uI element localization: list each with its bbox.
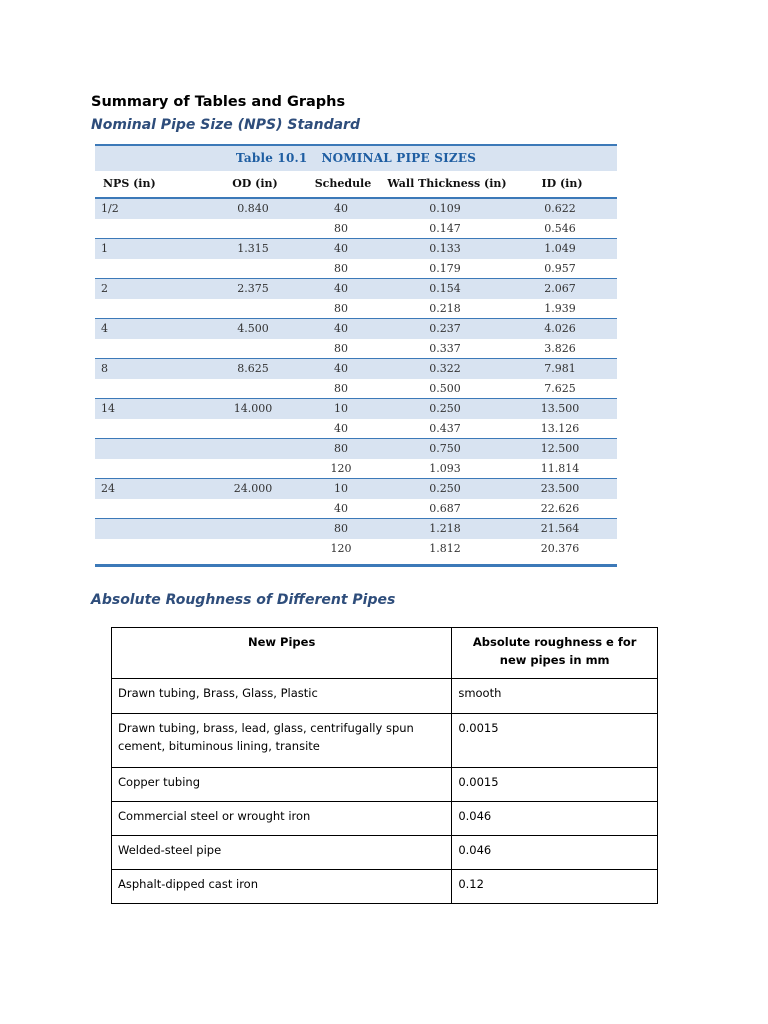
nps-cell-id: 12.500 (540, 442, 580, 455)
nps-cell-od: 1.315 (237, 242, 269, 255)
table-row (95, 278, 617, 299)
nps-cell-id: 11.814 (540, 461, 580, 475)
table-row (95, 259, 617, 279)
nps-table-bottom-rule (95, 564, 617, 567)
roughness-cell-value: 0.046 (452, 836, 658, 870)
roughness-header-pipes: New Pipes (112, 628, 452, 679)
nps-cell-od (209, 499, 297, 519)
table-row (95, 518, 617, 539)
nps-cell-od: 8.625 (237, 362, 269, 375)
nps-cell-nps (95, 419, 209, 439)
nps-header-schedule: Schedule (314, 177, 372, 190)
table-row (95, 459, 617, 479)
roughness-cell-value: 0.0015 (452, 768, 658, 802)
roughness-cell-value: 0.0015 (452, 714, 658, 768)
table-row (95, 199, 617, 219)
table-row (112, 870, 658, 904)
nps-cell-wall: 0.322 (429, 362, 461, 375)
nps-cell-schedule: 80 (334, 381, 348, 395)
nps-cell-id: 0.957 (544, 261, 576, 275)
nps-cell-nps (95, 459, 209, 479)
nps-cell-schedule: 80 (334, 522, 348, 535)
roughness-cell-pipe: Copper tubing (112, 768, 452, 802)
nps-cell-wall: 0.437 (429, 421, 461, 435)
nps-cell-id: 7.625 (544, 381, 576, 395)
table-row (112, 679, 658, 714)
nps-cell-id: 21.564 (540, 522, 580, 535)
nps-cell-wall: 0.500 (429, 381, 461, 395)
nps-cell-id: 1.939 (544, 301, 576, 315)
nps-cell-schedule: 120 (330, 461, 352, 475)
nps-cell-nps (95, 259, 209, 279)
nps-cell-od (209, 459, 297, 479)
table-row (95, 379, 617, 399)
nps-cell-nps: 4 (101, 322, 108, 335)
nps-cell-nps (95, 339, 209, 359)
nps-cell-id: 20.376 (540, 541, 580, 555)
nps-cell-schedule: 40 (334, 421, 348, 435)
nps-cell-nps: 24 (101, 482, 115, 495)
nps-cell-nps: 1 (101, 242, 108, 255)
roughness-table-body (112, 679, 658, 904)
nps-cell-od (209, 259, 297, 279)
table-row (112, 802, 658, 836)
nps-cell-nps (95, 539, 209, 559)
nps-cell-od: 24.000 (233, 482, 273, 495)
table-row (95, 358, 617, 379)
nps-cell-od (209, 419, 297, 439)
nps-cell-wall: 0.237 (429, 322, 461, 335)
nps-cell-nps (95, 499, 209, 519)
nps-cell-id: 2.067 (544, 282, 576, 295)
roughness-header-value: Absolute roughness e for new pipes in mm (452, 628, 658, 679)
nps-cell-wall: 0.250 (429, 402, 461, 415)
nps-header-row (95, 171, 617, 199)
nps-cell-od: 2.375 (237, 282, 269, 295)
nps-header-wall: Wall Thickness (in) (387, 177, 507, 190)
nps-cell-id: 23.500 (540, 482, 580, 495)
roughness-cell-value: 0.12 (452, 870, 658, 904)
nps-cell-nps: 1/2 (101, 202, 119, 215)
nps-cell-od (209, 539, 297, 559)
nps-cell-nps: 14 (101, 402, 115, 415)
nps-cell-nps: 2 (101, 282, 108, 295)
table-row (95, 318, 617, 339)
nps-cell-id: 13.500 (540, 402, 580, 415)
nps-cell-wall: 0.750 (429, 442, 461, 455)
nps-cell-id: 7.981 (544, 362, 576, 375)
nps-cell-schedule: 40 (334, 202, 348, 215)
roughness-table (111, 627, 658, 904)
table-row (112, 836, 658, 870)
page-heading: Summary of Tables and Graphs (91, 94, 346, 110)
table-row (95, 438, 617, 459)
roughness-cell-pipe: Asphalt-dipped cast iron (112, 870, 452, 904)
nps-cell-id: 0.622 (544, 202, 576, 215)
nps-cell-od (209, 299, 297, 319)
nps-header-od: OD (in) (232, 177, 278, 190)
roughness-cell-pipe: Welded-steel pipe (112, 836, 452, 870)
nps-cell-wall: 0.337 (429, 341, 461, 355)
nps-table-caption: NOMINAL PIPE SIZES (321, 151, 477, 165)
nps-cell-wall: 0.109 (429, 202, 461, 215)
nps-cell-wall: 1.218 (429, 522, 461, 535)
table-row (95, 499, 617, 519)
nps-cell-od: 4.500 (237, 322, 269, 335)
nps-cell-wall: 0.147 (429, 221, 461, 235)
nps-cell-id: 22.626 (540, 501, 580, 515)
nps-cell-wall: 0.687 (429, 501, 461, 515)
table-row (95, 419, 617, 439)
table-row (95, 398, 617, 419)
table-row (95, 299, 617, 319)
nps-cell-schedule: 10 (334, 402, 348, 415)
nps-cell-od (209, 519, 297, 539)
nps-cell-wall: 0.218 (429, 301, 461, 315)
nps-cell-schedule: 80 (334, 261, 348, 275)
nps-cell-od (209, 379, 297, 399)
table-row (95, 478, 617, 499)
table-row (95, 539, 617, 559)
nps-cell-od (209, 219, 297, 239)
roughness-cell-pipe: Drawn tubing, Brass, Glass, Plastic (112, 679, 452, 714)
nps-cell-schedule: 40 (334, 242, 348, 255)
nps-header-nps: NPS (in) (103, 177, 156, 190)
nps-table-body (95, 199, 617, 558)
table-row (112, 714, 658, 768)
nps-cell-schedule: 10 (334, 482, 348, 495)
nps-cell-schedule: 40 (334, 322, 348, 335)
table-row (95, 238, 617, 259)
nps-cell-schedule: 80 (334, 341, 348, 355)
table-row (112, 768, 658, 802)
nps-cell-id: 0.546 (544, 221, 576, 235)
nps-table-number: Table 10.1 (235, 151, 308, 165)
nps-cell-wall: 0.133 (429, 242, 461, 255)
nps-cell-nps (95, 439, 209, 459)
nps-table (95, 144, 617, 567)
nps-cell-id: 3.826 (544, 341, 576, 355)
nps-cell-id: 13.126 (540, 421, 580, 435)
nps-cell-wall: 1.812 (429, 541, 461, 555)
nps-cell-wall: 0.154 (429, 282, 461, 295)
nps-cell-nps: 8 (101, 362, 108, 375)
nps-cell-wall: 1.093 (429, 461, 461, 475)
table-row (95, 219, 617, 239)
nps-cell-schedule: 80 (334, 221, 348, 235)
nps-cell-od: 14.000 (233, 402, 273, 415)
nps-cell-id: 4.026 (544, 322, 576, 335)
nps-cell-schedule: 40 (334, 282, 348, 295)
roughness-section-heading: Absolute Roughness of Different Pipes (91, 592, 396, 608)
nps-cell-nps (95, 219, 209, 239)
nps-cell-nps (95, 519, 209, 539)
nps-cell-wall: 0.179 (429, 261, 461, 275)
nps-header-id: ID (in) (541, 177, 583, 190)
roughness-cell-pipe: Drawn tubing, brass, lead, glass, centrifugally spun cement, bituminous lining, transite (112, 714, 452, 768)
nps-cell-od (209, 339, 297, 359)
nps-cell-schedule: 80 (334, 301, 348, 315)
nps-cell-schedule: 40 (334, 362, 348, 375)
nps-cell-schedule: 40 (334, 501, 348, 515)
roughness-cell-value: 0.046 (452, 802, 658, 836)
nps-cell-nps (95, 379, 209, 399)
nps-cell-id: 1.049 (544, 242, 576, 255)
nps-cell-od (209, 439, 297, 459)
table-row (95, 339, 617, 359)
nps-table-title (95, 144, 617, 171)
nps-cell-schedule: 80 (334, 442, 348, 455)
nps-cell-schedule: 120 (330, 541, 352, 555)
roughness-cell-pipe: Commercial steel or wrought iron (112, 802, 452, 836)
nps-cell-od: 0.840 (237, 202, 269, 215)
nps-section-heading: Nominal Pipe Size (NPS) Standard (91, 117, 360, 133)
nps-cell-nps (95, 299, 209, 319)
roughness-cell-value: smooth (452, 679, 658, 714)
nps-cell-wall: 0.250 (429, 482, 461, 495)
roughness-header-row (112, 628, 658, 679)
